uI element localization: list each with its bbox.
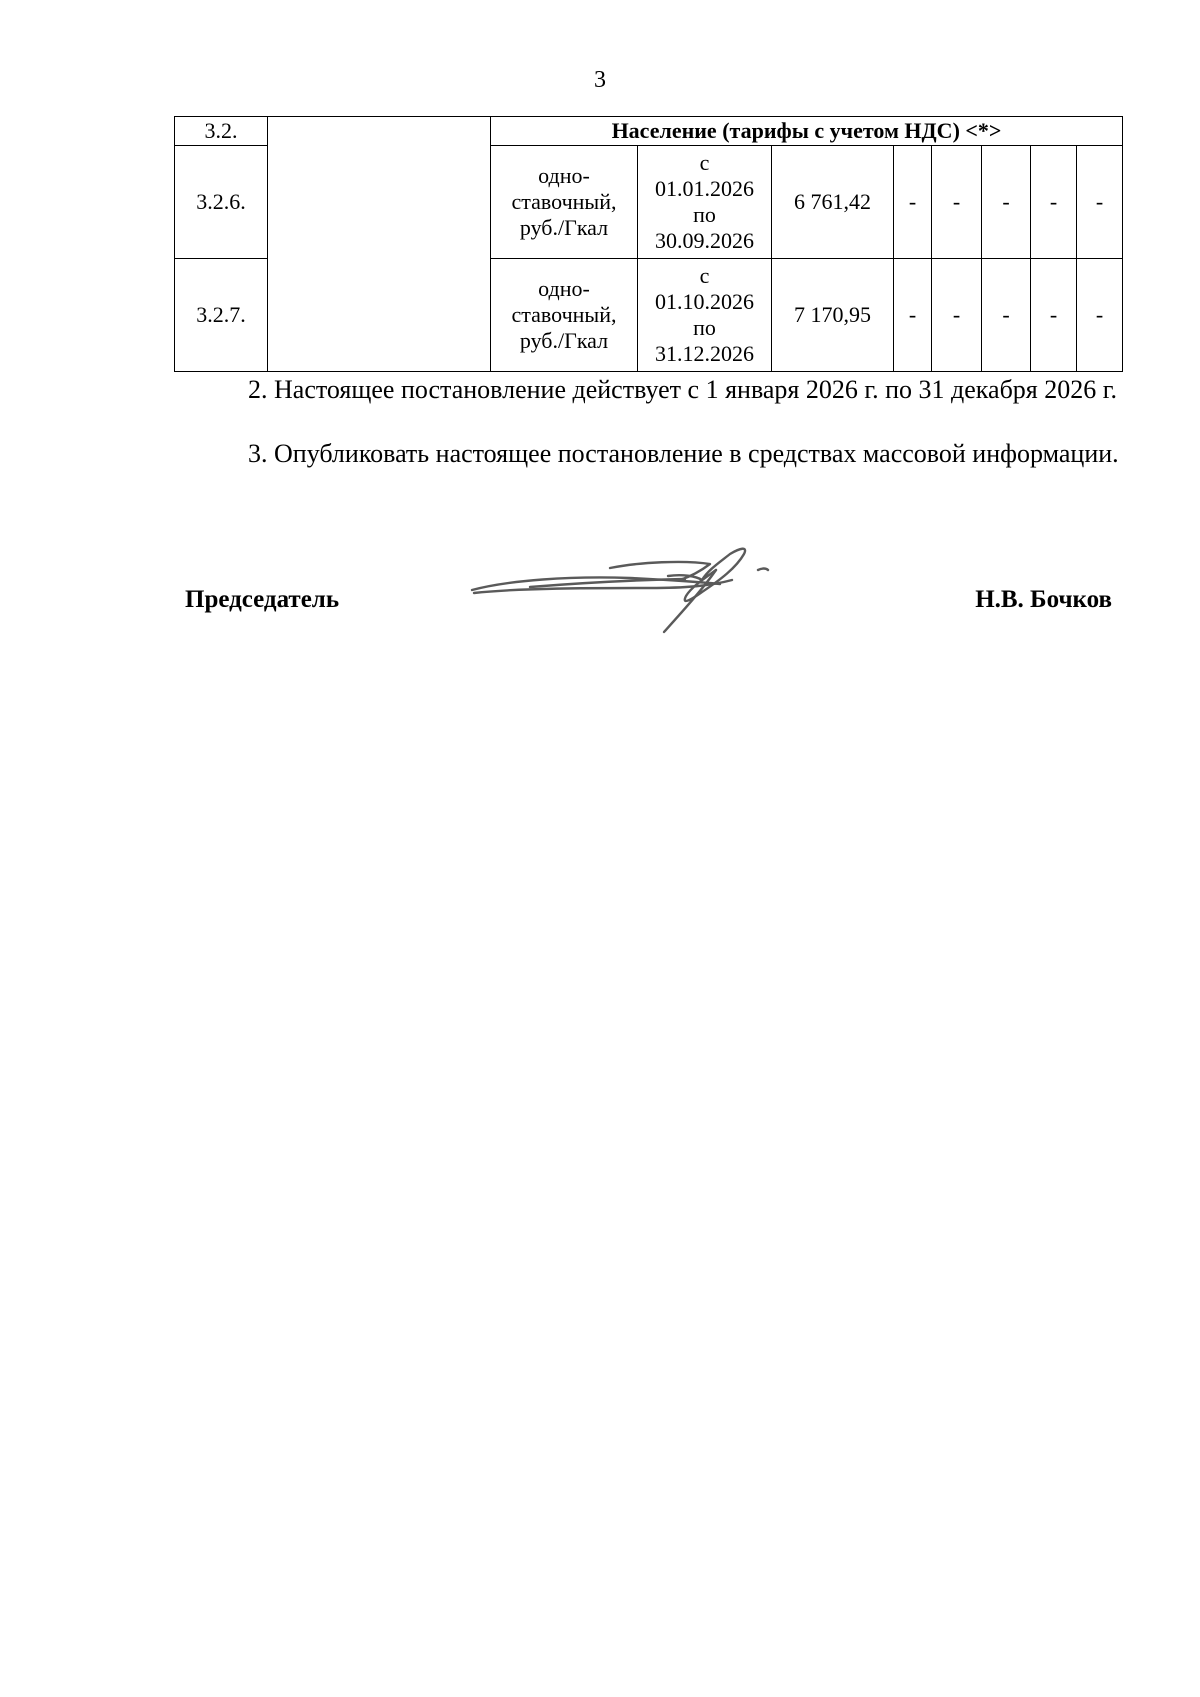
period-cell (638, 259, 772, 372)
period-to-date: 30.09.2026 (655, 228, 754, 253)
empty-value-cell: - (982, 259, 1031, 372)
page-number: 3 (594, 67, 606, 93)
section-title-cell: Население (тарифы с учетом НДС) <*> (491, 117, 1123, 146)
table-header-row (175, 117, 1123, 146)
empty-value-cell: - (1031, 146, 1077, 259)
tariff-type-line: одно- (538, 276, 590, 301)
row-number-cell: 3.2.6. (175, 146, 268, 259)
paragraph-publication: 3. Опубликовать настоящее постановление в средствах массовой информации. (248, 439, 1119, 468)
period-cell (638, 146, 772, 259)
period-to-label: по (693, 202, 716, 227)
tariff-type-line: одно- (538, 163, 590, 188)
tariff-value-cell: 7 170,95 (772, 259, 894, 372)
signatory-name: Н.В. Бочков (975, 586, 1112, 613)
tariff-type-line: ставочный, (511, 302, 617, 327)
empty-value-cell: - (894, 259, 932, 372)
organization-cell (268, 117, 491, 372)
empty-value-cell: - (932, 146, 982, 259)
tariff-type-line: руб./Гкал (519, 328, 609, 353)
tariff-type-line: ставочный, (511, 189, 617, 214)
period-to-date: 31.12.2026 (655, 341, 754, 366)
tariff-type-cell (491, 146, 638, 259)
tariff-type-cell (491, 259, 638, 372)
row-number-cell: 3.2.7. (175, 259, 268, 372)
empty-value-cell: - (894, 146, 932, 259)
empty-value-cell: - (1077, 146, 1123, 259)
period-from-date: 01.10.2026 (655, 289, 754, 314)
tariff-table (174, 116, 1123, 372)
empty-value-cell: - (932, 259, 982, 372)
section-number-cell: 3.2. (175, 117, 268, 146)
period-from-label: с (699, 263, 710, 288)
paragraph-validity-period: 2. Настоящее постановление действует с 1 января 2026 г. по 31 декабря 2026 г. (248, 375, 1117, 404)
signatory-title: Председатель (185, 586, 340, 613)
empty-value-cell: - (982, 146, 1031, 259)
period-from-date: 01.01.2026 (655, 176, 754, 201)
empty-value-cell: - (1077, 259, 1123, 372)
period-from-label: с (699, 150, 710, 175)
empty-value-cell: - (1031, 259, 1077, 372)
tariff-type-line: руб./Гкал (519, 215, 609, 240)
tariff-value-cell: 6 761,42 (772, 146, 894, 259)
period-to-label: по (693, 315, 716, 340)
handwritten-signature (470, 540, 790, 640)
